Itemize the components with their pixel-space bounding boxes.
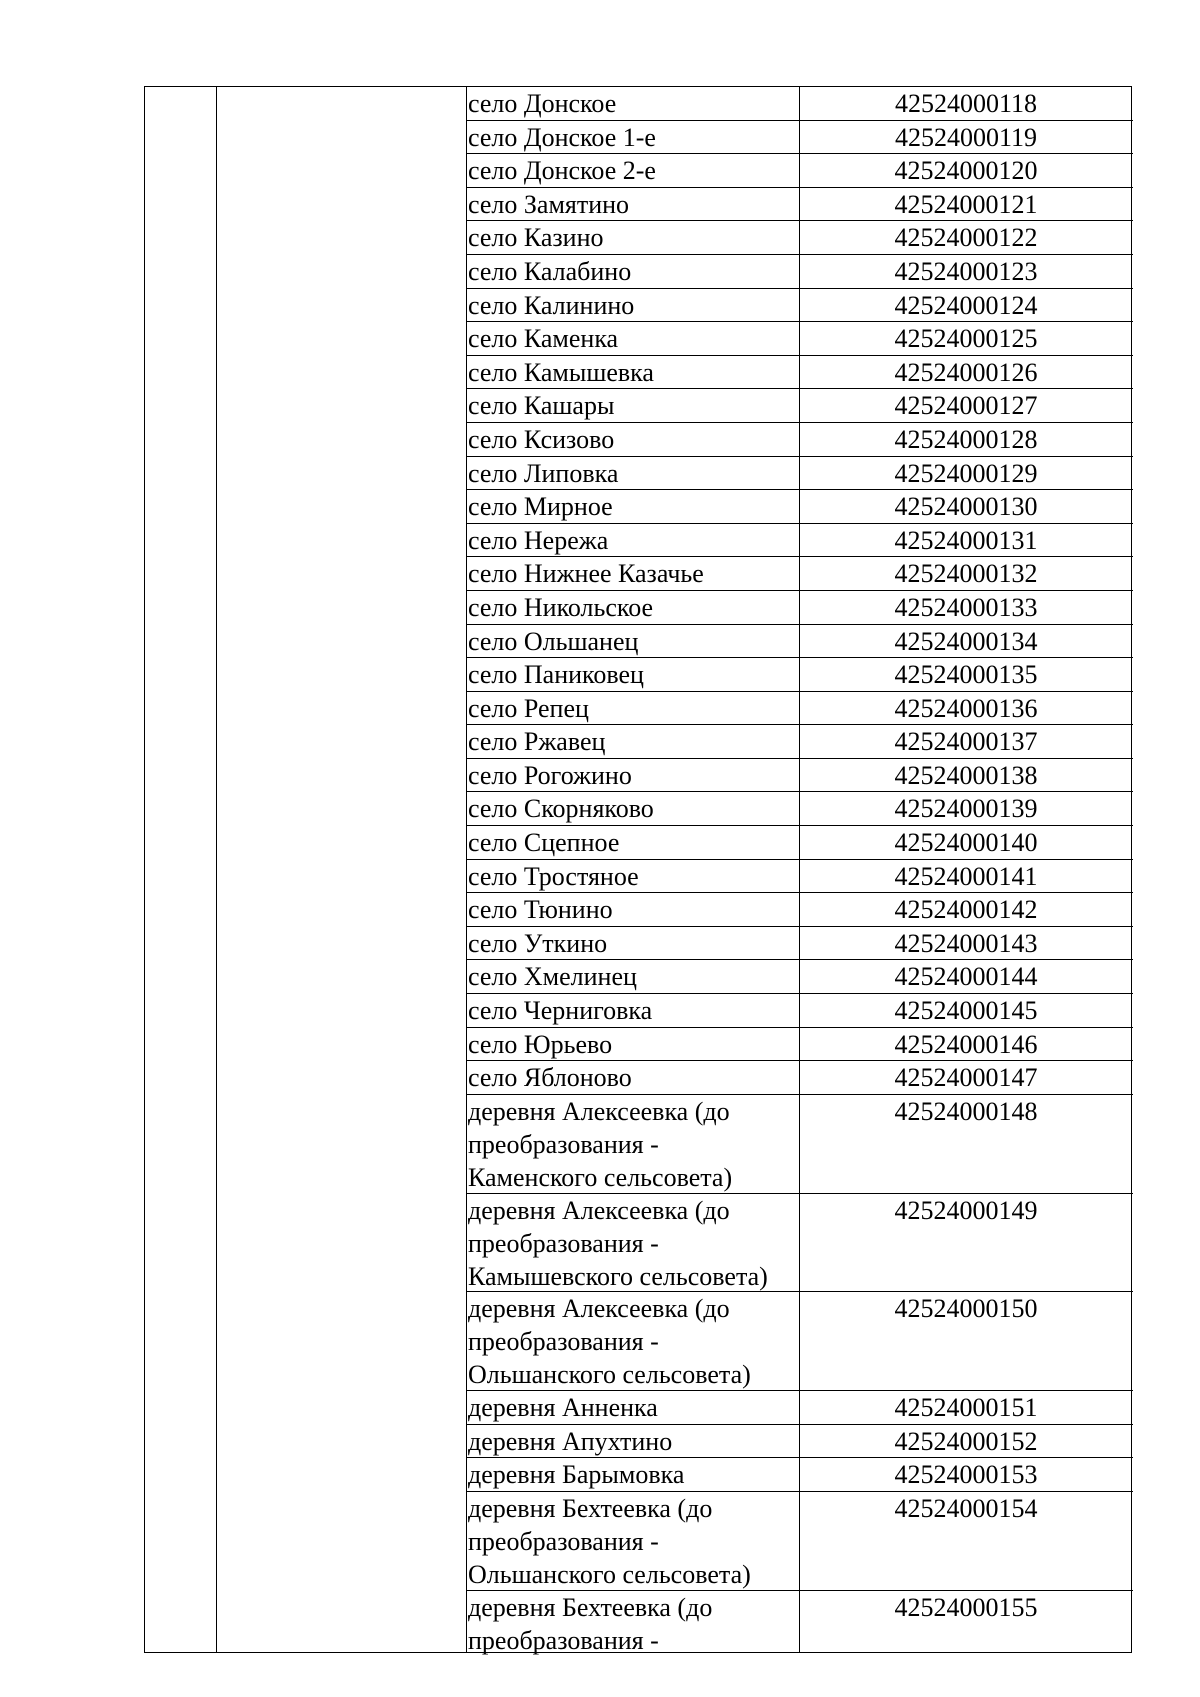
settlement-name-cell: село Нережа (466, 524, 799, 558)
oktmo-code-cell: 42524000129 (799, 457, 1133, 491)
settlement-name-cell: село Донское (466, 87, 799, 121)
settlement-name-cell: село Замятино (466, 188, 799, 222)
settlement-name-cell: село Тростяное (466, 860, 799, 894)
settlement-name-cell: село Хмелинец (466, 960, 799, 994)
oktmo-code-cell: 42524000149 (799, 1194, 1133, 1293)
settlement-name-cell: село Донское 2-е (466, 154, 799, 188)
settlement-name-cell: село Юрьево (466, 1028, 799, 1062)
oktmo-code-cell: 42524000142 (799, 893, 1133, 927)
settlement-name-cell: село Яблоново (466, 1061, 799, 1095)
settlement-name-cell: село Ксизово (466, 423, 799, 457)
oktmo-code-cell: 42524000127 (799, 389, 1133, 423)
settlement-name-cell: село Тюнино (466, 893, 799, 927)
oktmo-code-cell: 42524000135 (799, 658, 1133, 692)
oktmo-code-cell: 42524000118 (799, 87, 1133, 121)
oktmo-code-cell: 42524000139 (799, 792, 1133, 826)
oktmo-code-cell: 42524000146 (799, 1028, 1133, 1062)
settlement-name-cell: село Репец (466, 692, 799, 726)
settlement-name-column (466, 87, 799, 1662)
settlement-name-cell: село Паниковец (466, 658, 799, 692)
oktmo-code-cell: 42524000131 (799, 524, 1133, 558)
settlement-name-cell: деревня Алексеевка (до преобразования - Камышевского сельсовета) (466, 1194, 799, 1293)
settlement-name-cell: деревня Алексеевка (до преобразования - Ольшанского сельсовета) (466, 1292, 799, 1391)
oktmo-code-cell: 42524000122 (799, 221, 1133, 255)
settlement-name-cell: село Мирное (466, 490, 799, 524)
oktmo-code-cell: 42524000133 (799, 591, 1133, 625)
settlement-name-cell: деревня Анненка (466, 1391, 799, 1425)
oktmo-code-cell: 42524000125 (799, 322, 1133, 356)
oktmo-code-cell: 42524000132 (799, 557, 1133, 591)
settlement-name-cell: село Кашары (466, 389, 799, 423)
oktmo-code-cell: 42524000123 (799, 255, 1133, 289)
settlement-name-cell: село Калабино (466, 255, 799, 289)
settlement-codes-table (144, 86, 1132, 1653)
settlement-name-cell: село Ольшанец (466, 625, 799, 659)
settlement-name-cell: деревня Бехтеевка (до преобразования - (468, 1592, 713, 1655)
settlement-name-cell: село Казино (466, 221, 799, 255)
oktmo-code-cell: 42524000124 (799, 289, 1133, 323)
oktmo-code-cell: 42524000144 (799, 960, 1133, 994)
settlement-name-cell: село Уткино (466, 927, 799, 961)
settlement-name-cell: село Никольское (466, 591, 799, 625)
oktmo-code-cell: 42524000134 (799, 625, 1133, 659)
oktmo-code-cell: 42524000147 (799, 1061, 1133, 1095)
oktmo-code-cell: 42524000151 (799, 1391, 1133, 1425)
settlement-name-cell: село Рогожино (466, 759, 799, 793)
oktmo-code-cell: 42524000153 (799, 1458, 1133, 1492)
oktmo-code-cell: 42524000140 (799, 826, 1133, 860)
oktmo-code-cell: 42524000120 (799, 154, 1133, 188)
settlement-name-cell: село Черниговка (466, 994, 799, 1028)
column-divider-1 (216, 87, 217, 1652)
oktmo-code-cell: 42524000152 (799, 1425, 1133, 1459)
oktmo-code-cell: 42524000148 (799, 1095, 1133, 1194)
settlement-name-cell: село Сцепное (466, 826, 799, 860)
oktmo-code-cell: 42524000119 (799, 121, 1133, 155)
oktmo-code-cell: 42524000138 (799, 759, 1133, 793)
oktmo-code-cell: 42524000137 (799, 725, 1133, 759)
oktmo-code-cell: 42524000141 (799, 860, 1133, 894)
settlement-name-cell: село Липовка (466, 457, 799, 491)
settlement-name-cell: село Каменка (466, 322, 799, 356)
oktmo-code-cell: 42524000143 (799, 927, 1133, 961)
settlement-name-cell: село Скорняково (466, 792, 799, 826)
oktmo-code-cell: 42524000155 (894, 1592, 1038, 1622)
settlement-name-cell: село Ржавец (466, 725, 799, 759)
oktmo-code-cell: 42524000154 (799, 1492, 1133, 1591)
settlement-name-cell: село Донское 1-е (466, 121, 799, 155)
oktmo-code-cell: 42524000126 (799, 356, 1133, 390)
oktmo-code-column (799, 87, 1133, 1662)
oktmo-code-cell: 42524000128 (799, 423, 1133, 457)
settlement-name-cell: деревня Апухтино (466, 1425, 799, 1459)
settlement-name-cell: село Калинино (466, 289, 799, 323)
oktmo-code-cell: 42524000136 (799, 692, 1133, 726)
settlement-name-cell: село Нижнее Казачье (466, 557, 799, 591)
oktmo-code-cell: 42524000121 (799, 188, 1133, 222)
settlement-name-cell: деревня Бехтеевка (до преобразования - Ольшанского сельсовета) (466, 1492, 799, 1591)
oktmo-code-cell: 42524000150 (799, 1292, 1133, 1391)
settlement-name-cell: деревня Барымовка (466, 1458, 799, 1492)
settlement-name-cell: село Камышевка (466, 356, 799, 390)
oktmo-code-cell: 42524000130 (799, 490, 1133, 524)
oktmo-code-cell: 42524000145 (799, 994, 1133, 1028)
settlement-name-cell: деревня Алексеевка (до преобразования - Каменского сельсовета) (466, 1095, 799, 1194)
